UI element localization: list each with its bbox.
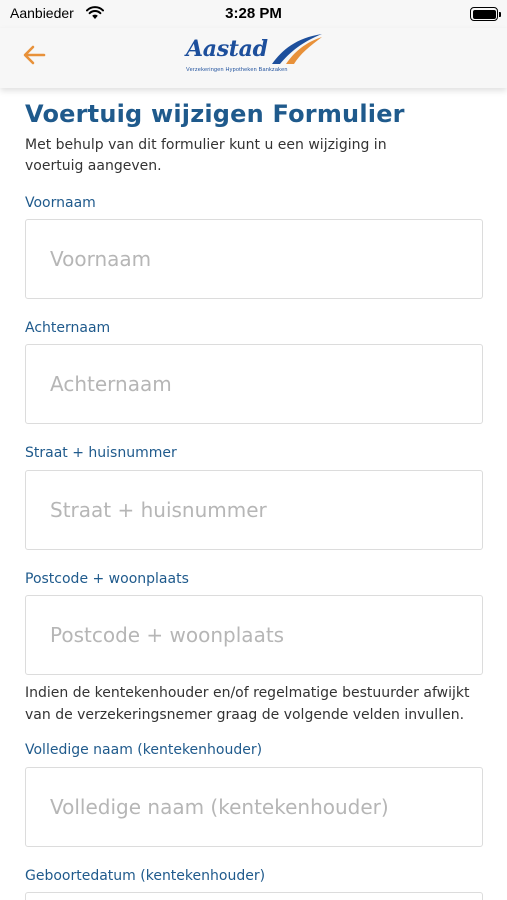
carrier-name: Aanbieder	[10, 5, 74, 21]
holder-birthdate-field[interactable]	[25, 892, 483, 900]
postcode-input[interactable]	[26, 596, 482, 674]
firstname-field[interactable]	[25, 219, 483, 299]
form-intro: Met behulp van dit formulier kunt u een wijziging in voertuig aangeven.	[25, 137, 387, 174]
back-button[interactable]	[20, 40, 50, 70]
holder-birthdate-label: Geboortedatum (kentekenhouder)	[25, 868, 266, 884]
aastad-logo: Aastad Verzekeringen Hypotheken Bankzaken	[186, 32, 326, 84]
street-field[interactable]	[25, 470, 483, 550]
lastname-field[interactable]	[25, 344, 483, 424]
page-title: Voertuig wijzigen Formulier	[25, 100, 405, 128]
street-label: Straat + huisnummer	[25, 445, 177, 461]
street-input[interactable]	[26, 471, 482, 549]
nav-bar	[0, 28, 507, 88]
holder-note: Indien de kentekenhouder en/of regelmatige bestuurder afwijkt van de verzekeringsnemer graag de volgende velden invullen.	[25, 685, 470, 723]
swoosh-icon	[268, 32, 324, 66]
holder-name-input[interactable]	[26, 768, 482, 846]
holder-name-label: Volledige naam (kentekenhouder)	[25, 742, 263, 758]
lastname-input[interactable]	[26, 345, 482, 423]
battery-icon	[470, 7, 498, 21]
holder-birthdate-input[interactable]	[26, 893, 482, 900]
lastname-label: Achternaam	[25, 320, 111, 336]
firstname-input[interactable]	[26, 220, 482, 298]
firstname-label: Voornaam	[25, 195, 96, 211]
postcode-field[interactable]	[25, 595, 483, 675]
status-time: 3:28 PM	[225, 5, 282, 22]
postcode-label: Postcode + woonplaats	[25, 571, 189, 587]
status-bar	[0, 0, 507, 28]
arrow-left-icon	[20, 40, 50, 70]
holder-name-field[interactable]	[25, 767, 483, 847]
